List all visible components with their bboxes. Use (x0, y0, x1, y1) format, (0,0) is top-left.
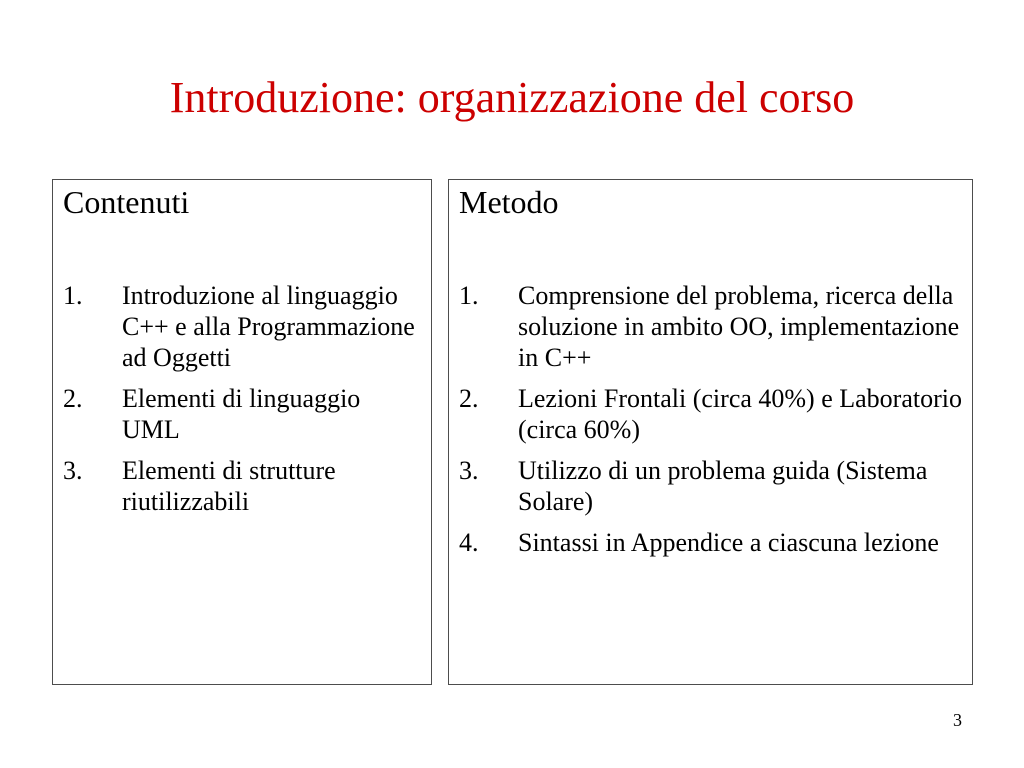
list-item (459, 527, 964, 558)
list-item-text: Elementi di strutture riutilizzabili (122, 456, 336, 516)
list-item (459, 280, 964, 373)
list-item-number: 3. (459, 456, 479, 485)
list-item-text: Lezioni Frontali (circa 40%) e Laboratorio (circa 60%) (518, 384, 962, 444)
list-item-number: 1. (459, 281, 479, 310)
method-list (459, 280, 964, 568)
list-item-number: 2. (459, 384, 479, 413)
list-item (63, 455, 423, 517)
list-item (63, 280, 423, 373)
list-item (459, 455, 964, 517)
list-item-number: 4. (459, 528, 479, 557)
contents-list (63, 280, 423, 527)
list-item-number: 1. (63, 281, 83, 310)
method-panel (448, 179, 973, 685)
list-item-text: Utilizzo di un problema guida (Sistema Solare) (518, 456, 928, 516)
method-heading: Metodo (459, 184, 559, 220)
list-item-text: Comprensione del problema, ricerca della soluzione in ambito OO, implementazione in C++ (518, 281, 960, 372)
list-item (459, 383, 964, 445)
list-item (63, 383, 423, 445)
list-item-number: 3. (63, 456, 83, 485)
contents-heading: Contenuti (63, 184, 190, 220)
slide-title: Introduzione: organizzazione del corso (169, 73, 855, 122)
page-number: 3 (953, 710, 962, 730)
list-item-text: Elementi di linguaggio UML (122, 384, 361, 444)
list-item-text: Introduzione al linguaggio C++ e alla Programmazione ad Oggetti (122, 281, 415, 372)
list-item-text: Sintassi in Appendice a ciascuna lezione (518, 528, 939, 557)
contents-panel (52, 179, 432, 685)
list-item-number: 2. (63, 384, 83, 413)
